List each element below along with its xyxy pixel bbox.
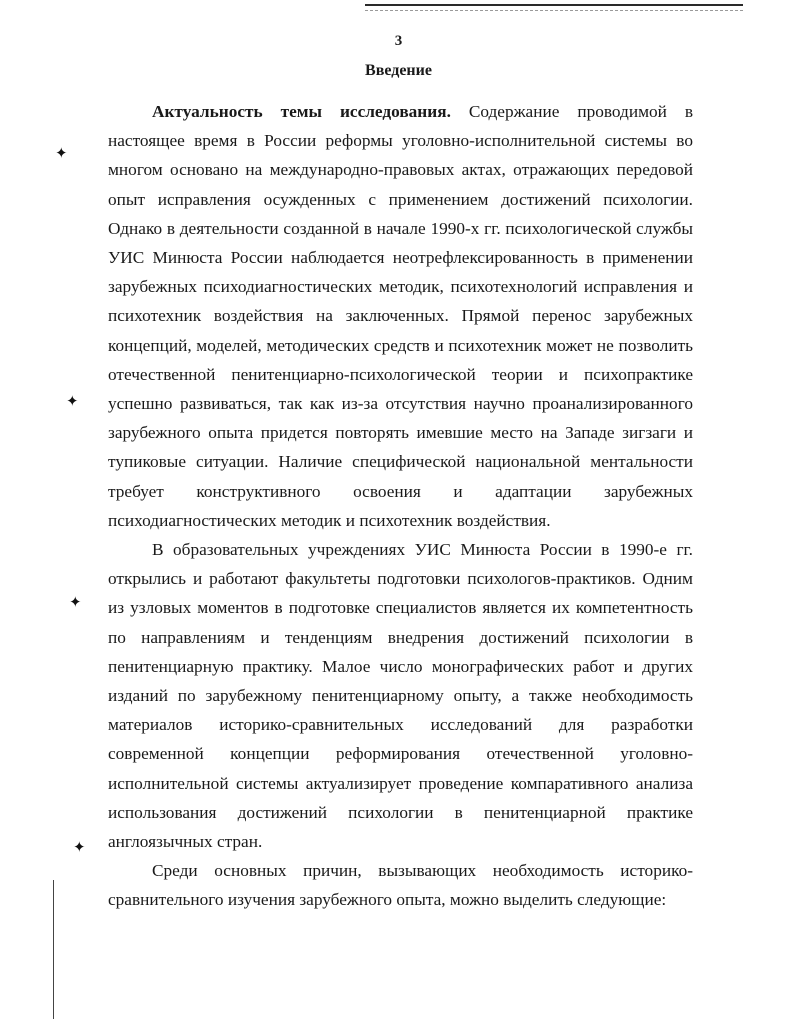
scan-edge-dashes [365, 10, 743, 11]
section-heading: Введение [365, 62, 432, 79]
paragraph-reasons [108, 856, 693, 914]
scan-left-edge [53, 880, 54, 1019]
document-body [108, 97, 693, 915]
relevance-term: Актуальность темы исследования. [152, 102, 451, 121]
paragraph-text: В образовательных учреждениях УИС Минюста России в 1990-е гг. открылись и работают факультеты подготовки психологов-практиков. Одним из узловых моментов в подготовке специалистов является их компетентность по направлениям и тенденциям внедрения достижений психологии в пенитенциарную практику. Малое число монографических работ и других изданий по зарубежному пенитенциарному опыту, а также необходимость материалов историко-сравнительных исследований для разработки современной концепции реформирования отечественной уголовно-исполнительной системы актуализирует проведение компаративного анализа использования достижений психологии в пенитенциарной практике англоязычных стран. [108, 540, 693, 852]
paragraph-education [108, 535, 693, 856]
scan-edge-line [365, 4, 743, 6]
punch-hole-mark: ✦ [73, 838, 86, 856]
paragraph-text: Содержание проводимой в настоящее время в России реформы уголовно-исполнительной системы во многом основано на международно-правовых актах, отражающих передовой опыт исправления осужденных с применением достижений психологии. Однако в деятельности созданной в начале 1990-х гг. психологической службы УИС Минюста России наблюдается неотрефлексированность в применении зарубежных психодиагностических методик, психотехнологий исправления и психотехник воздействия на заключенных. Прямой перенос зарубежных концепций, моделей, методических средств и психотехник может не позволить отечественной пенитенциарно-психологической теории и психопрактике успешно развиваться, так как из-за отсутствия научно проанализированного зарубежного опыта придется повторять имевшие место на Западе зигзаги и тупиковые ситуации. Наличие специфической национальной ментальности требует конструктивного освоения и адаптации зарубежных психодиагностических методик и психотехник воздействия. [108, 102, 694, 530]
page-number: 3 [394, 33, 403, 49]
punch-hole-mark: ✦ [66, 392, 79, 410]
punch-hole-mark: ✦ [55, 144, 68, 162]
punch-hole-mark: ✦ [69, 593, 82, 611]
paragraph-text: Среди основных причин, вызывающих необходимость историко-сравнительного изучения зарубежного опыта, можно выделить следующие: [108, 861, 693, 910]
paragraph-relevance [108, 97, 693, 535]
